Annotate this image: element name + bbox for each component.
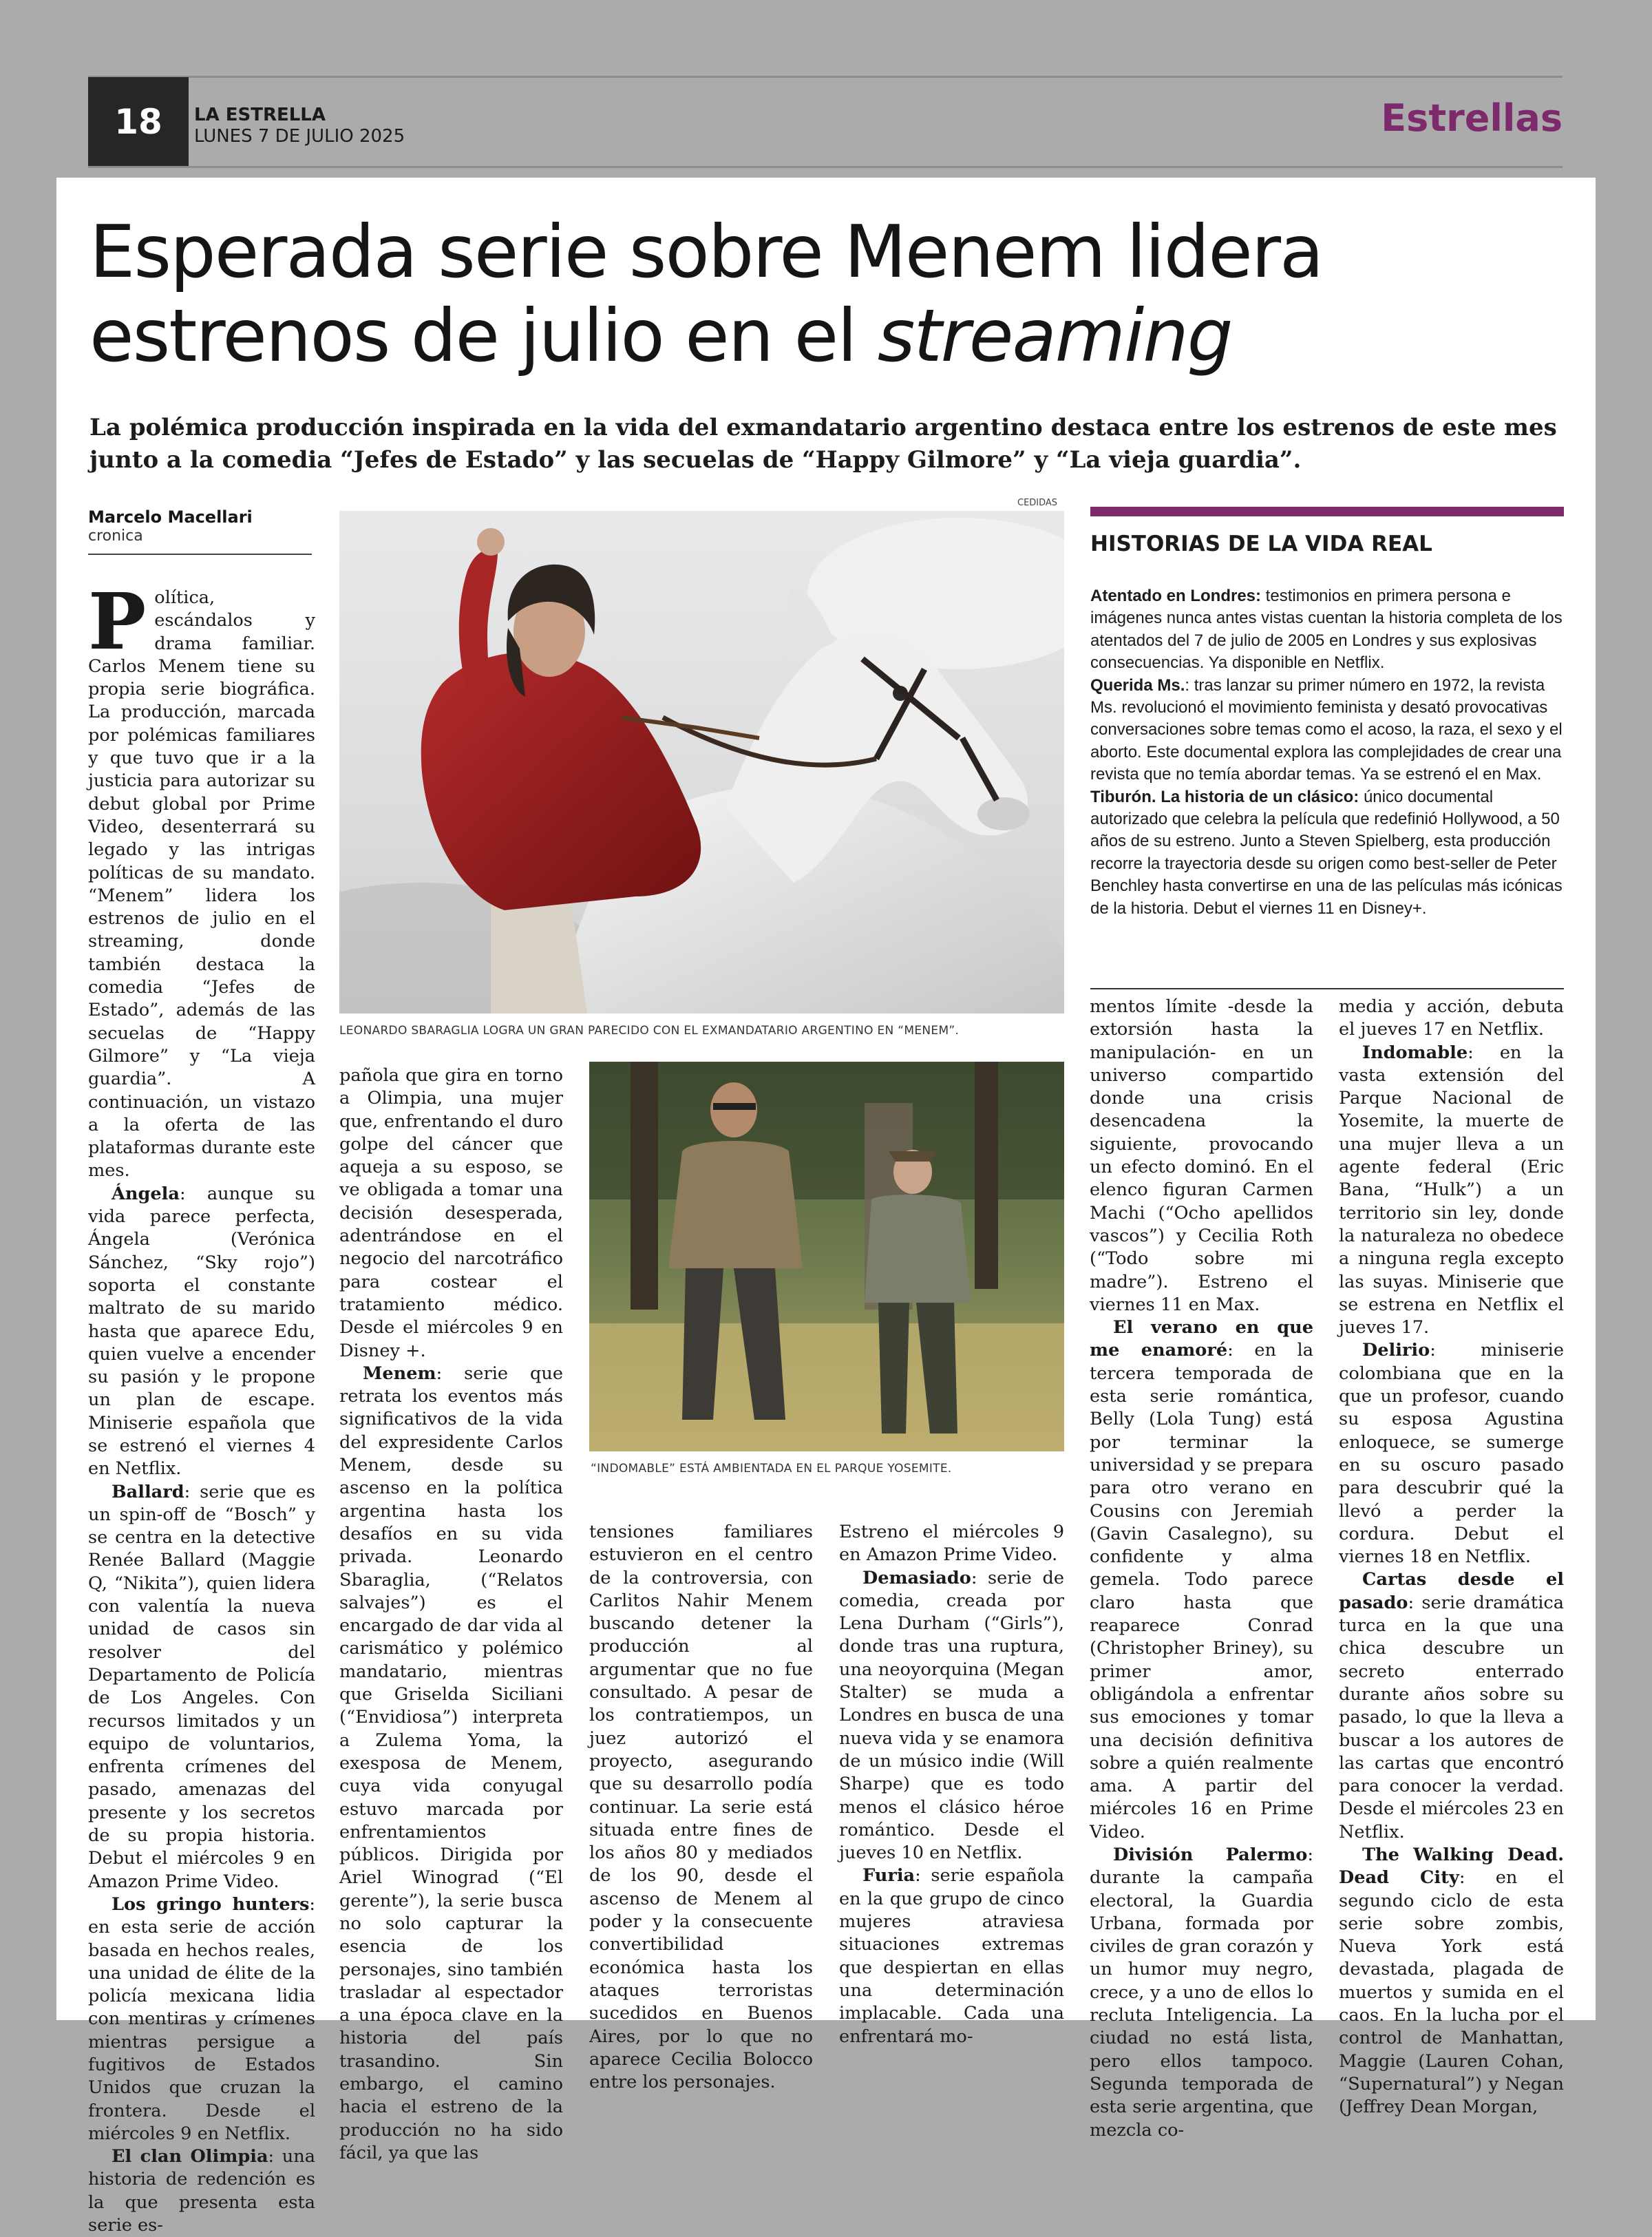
item-demasiado-text: : serie de comedia, creada por Lena Durham (“Girls”), donde tras una ruptura, una neoyorquina (Megan Stalter) se muda a Londres en busca de una nueva vida y se enamora de un músico indie (Will Sharpe) que es todo menos el clásico héroe romántico. Desde el jueves 10 en Netflix.	[839, 1567, 1064, 1864]
byline-author: Marcelo Macellari	[88, 507, 253, 527]
item-ballard-lead: Ballard	[112, 1481, 184, 1502]
sidebar-bottom-rule	[1090, 988, 1564, 989]
item-angela	[88, 1183, 315, 1481]
item-menem-lead: Menem	[363, 1363, 436, 1384]
sidebar-item-atentado-text: testimonios en primera persona e imágenes nunca antes vistas cuentan la historia completa de los atentados del 7 de julio de 2005 en Londres y sus explosivas consecuencias. Ya disponible en Netflix.	[1090, 587, 1563, 673]
menem-photo	[339, 511, 1064, 1014]
intro-paragraph	[88, 577, 315, 1183]
item-cartas-lead: Cartas desde el pasado	[1339, 1569, 1564, 1613]
headline-line-2: estrenos de julio en el	[89, 294, 878, 378]
item-indomable	[1339, 1042, 1564, 1340]
item-menem	[339, 1363, 563, 2165]
article-column-5	[1090, 996, 1313, 2142]
article-column-3	[589, 1521, 813, 2094]
photo-credit: CEDIDAS	[1017, 498, 1058, 508]
header-top-rule	[88, 76, 1563, 78]
item-verano-text: : en la tercera temporada de esta serie romántica, Belly (Lola Tung) está por terminar la universidad y se prepara para otro verano en Cousins con Jeremiah (Gavin Casalegno), su confidente y alma gemela. Todo parece claro hasta que reaparece Conrad (Christopher Briney), su primer amor, obligándola a enfrentar sus emociones y tomar una decisión definitiva sobre a quién realmente ama. A partir del miércoles 16 en Prime Video.	[1090, 1340, 1313, 1842]
sidebar-item-querida-ms	[1090, 675, 1564, 786]
item-walking-lead: The Walking Dead. Dead City	[1339, 1844, 1564, 1889]
item-verano-lead: El verano en que me enamoré	[1090, 1317, 1313, 1361]
item-clan-olimpia	[88, 2145, 315, 2237]
sidebar-item-atentado	[1090, 585, 1564, 675]
issue-date: LUNES 7 DE JULIO 2025	[194, 126, 405, 147]
item-cartas-text: : serie dramática turca en la que una chica descubre un secreto enterrado durante años sobre su pasado, lo que la lleva a buscar a los autores de las cartas que encontró para conocer la verdad. Desde el miércoles 23 en Netflix.	[1339, 1592, 1564, 1842]
palermo-continued: media y acción, debuta el jueves 17 en Netflix.	[1339, 996, 1564, 1040]
sidebar-item-querida-lead: Querida Ms.	[1090, 675, 1185, 695]
indomable-forest-illustration	[589, 1062, 1064, 1451]
item-delirio-lead: Delirio	[1362, 1340, 1430, 1361]
article-column-1	[88, 577, 315, 2237]
headline	[89, 210, 1535, 378]
item-demasiado	[839, 1567, 1064, 1865]
item-division-palermo	[1090, 1844, 1313, 2142]
item-olimpia-lead: El clan Olimpia	[112, 2146, 268, 2167]
item-menem-text: : serie que retrata los eventos más significativos de la vida del expresidente Carlos Menem, desde su ascenso en la política argentina hasta los desafíos en su vida privada. Leonardo Sbaraglia, (“Relatos salvajes”) es el encargado de dar vida al carismático y polémico mandatario, mientras que Griselda Siciliani (“Envidiosa”) interpreta a Zulema Yoma, la exesposa de Menem, cuya vida conyugal estuvo marcada por enfrentamientos públicos. Dirigida por Ariel Winograd (“El gerente”), la serie busca no solo capturar la esencia de los personajes, sino también trasladar al espectador a una época clave en la historia del país trasandino. Sin embargo, el camino hacia el estreno de la producción no ha sido fácil, ya que las	[339, 1363, 563, 2163]
item-palermo-lead: División Palermo	[1113, 1844, 1308, 1865]
item-delirio	[1339, 1339, 1564, 1568]
page-number: 18	[88, 77, 189, 167]
headline-line-1: Esperada serie sobre Menem lidera	[89, 210, 1323, 294]
item-olimpia-text: : una historia de redención es la que presenta esta serie es-	[88, 2146, 315, 2236]
olimpia-continued: pañola que gira en torno a Olimpia, una mujer que, enfrentando el duro golpe del cáncer que aqueja a su esposo, se ve obligada a tomar una decisión desesperada, adentrándose en el negocio del narcotráfico para costear el tratamiento médico. Desde el miércoles 9 en Disney +.	[339, 1065, 563, 1361]
item-walking-text: : en el segundo ciclo de esta serie sobre zombis, Nueva York está devastada, plagada de muertos y sumida en el caos. En la lucha por el control de Manhattan, Maggie (Lauren Cohan, “Supernatural”) y Negan (Jeffrey Dean Morgan,	[1339, 1867, 1565, 2118]
item-delirio-text: : miniserie colombiana que en la que un profesor, cuando su esposa Agustina enloquece, se sumerge en su oscuro pasado para descubrir qué la llevó a perder la cordura. Debut el viernes 18 en Netflix.	[1339, 1340, 1564, 1568]
furia-continued: mentos límite -desde la extorsión hasta la manipulación- en un universo compartido donde una crisis desencadena la siguiente, provocando un efecto dominó. En el elenco figuran Carmen Machi (“Ocho apellidos vascos”) y Cecilia Roth (“Todo sobre mi madre”). Estreno el viernes 11 en Max.	[1090, 996, 1313, 1315]
item-ballard	[88, 1481, 315, 1893]
article-column-4	[839, 1521, 1064, 2048]
headline-emphasis: streaming	[877, 294, 1232, 378]
item-indomable-lead: Indomable	[1362, 1042, 1468, 1063]
item-gringo-hunters	[88, 1893, 315, 2145]
item-gringo-lead: Los gringo hunters	[112, 1893, 310, 1915]
header-bottom-rule	[88, 166, 1563, 168]
item-furia	[839, 1865, 1064, 2048]
photo-caption-menem: LEONARDO SBARAGLIA LOGRA UN GRAN PARECIDO CON EL EXMANDATARIO ARGENTINO EN “MENEM”.	[339, 1024, 960, 1038]
item-furia-lead: Furia	[862, 1865, 915, 1887]
sidebar-item-querida-text: : tras lanzar su primer número en 1972, la revista Ms. revolucionó el movimiento feminista y desató provocativas conversaciones sobre temas como el acoso, la raza, el sexo y el aborto. Este documental explora las complejidades de crear una revista que no temía abordar temas. Ya se estrenó el en Max.	[1090, 675, 1563, 784]
sidebar-accent-bar	[1090, 507, 1564, 516]
item-gringo-text: : en esta serie de acción basada en hechos reales, una unidad de élite de la policía mexicana lidia con mentiras y crímenes mientras persigue a fugitivos de Estados Unidos que cruzan la frontera. Desde el miércoles 9 en Netflix.	[88, 1893, 315, 2144]
item-walking-dead	[1339, 1844, 1564, 2119]
item-angela-lead: Ángela	[112, 1183, 180, 1204]
drop-cap: P	[88, 577, 147, 667]
sidebar-item-tiburon-lead: Tiburón. La historia de un clásico:	[1090, 787, 1359, 806]
menem-continued: tensiones familiares estuvieron en el centro de la controversia, con Carlitos Nahir Menem buscando detener la producción al argumentar que no fue consultado. A pesar de los contratiempos, un juez autorizó el proyecto, asegurando que su desarrollo podía continuar. La serie está situada entre fines de los años 80 y mediados de los 90, desde el ascenso de Menem al poder y la consecuente convertibilidad económica hasta los ataques terroristas sucedidos en Buenos Aires, por lo que no aparece Cecilia Bolocco entre los personajes.	[589, 1522, 813, 2093]
item-ballard-text: : serie que es un spin-off de “Bosch” y se centra en la detective Renée Ballard (Maggie Q, “Nikita”), quien lidera con valentía la nueva unidad de casos sin resolver del Departamento de Policía de Los Angeles. Con recursos limitados y un equipo de voluntarios, enfrenta crímenes del pasado, amenazas del presente y los secretos de su propia historia. Debut el miércoles 9 en Amazon Prime Video.	[88, 1481, 315, 1892]
item-verano	[1090, 1316, 1313, 1844]
sidebar-item-tiburon	[1090, 786, 1564, 920]
intro-text: olítica, escándalos y drama familiar. Carlos Menem tiene su propia serie biográfica. La producción, marcada por polémicas familiares y que tuvo que ir a la justicia para autorizar su debut global por Prime Video, desenterrará su legado y las intrigas políticas de su mandato. “Menem” lidera los estrenos de julio en el streaming, donde también destaca la comedia “Jefes de Estado”, además de las secuelas de “Happy Gilmore” y “La vieja guardia”. A continuación, un vistazo a la oferta de las plataformas durante este mes.	[88, 587, 315, 1181]
article-column-6	[1339, 996, 1564, 2119]
sidebar-item-tiburon-text: único documental autorizado que celebra la película que redefinió Hollywood, a 50 años de su estreno. Junto a Steven Spielberg, esta producción recorre la trayectoria desde su origen como best-seller de Peter Benchley hasta convertirse en una de las películas más icónicas de la historia. Debut el viernes 11 en Disney+.	[1090, 787, 1563, 918]
dek: La polémica producción inspirada en la vida del exmandatario argentino destaca entre los estrenos de este mes junto a la comedia “Jefes de Estado” y las secuelas de “Happy Gilmore” y “La vieja guardia”.	[89, 414, 1557, 474]
byline-rule	[88, 554, 312, 555]
section-name: Estrellas	[1381, 96, 1563, 140]
item-demasiado-lead: Demasiado	[862, 1567, 971, 1588]
item-palermo-text: : durante la campaña electoral, la Guardia Urbana, formada por civiles de gran corazón y un humor muy negro, crece, y a uno de ellos lo recluta Inteligencia. La ciudad no está lista, pero ellos tampoco. Segunda temporada de esta serie argentina, que mezcla co-	[1090, 1844, 1313, 2141]
indomable-photo	[589, 1062, 1064, 1451]
item-cartas	[1339, 1568, 1564, 1844]
article-column-2	[339, 1064, 563, 2165]
item-furia-text: : serie española en la que grupo de cinco mujeres atraviesa situaciones extremas que despiertan en ellas una determinación implacable. Cada una enfrentará mo-	[839, 1865, 1064, 2047]
item-indomable-text: : en la vasta extensión del Parque Nacional de Yosemite, la muerte de una mujer lleva a un agente federal (Eric Bana, “Hulk”) a un territorio sin ley, donde la naturaleza no obedece a ninguna regla excepto las suyas. Miniserie que se estrena en Netflix el jueves 17.	[1339, 1042, 1564, 1338]
newspaper-name: LA ESTRELLA	[194, 105, 326, 125]
byline-outlet: cronica	[88, 527, 143, 545]
menem-horse-illustration	[339, 511, 1064, 1014]
sidebar-item-atentado-lead: Atentado en Londres:	[1090, 587, 1262, 605]
item-angela-text: : aunque su vida parece perfecta, Ángela (Verónica Sánchez, “Sky rojo”) soporta el constante maltrato de su marido hasta que aparece Edu, quien vuelve a encender su pasión y le propone un plan de escape. Miniserie española que se estrenó el viernes 4 en Netflix.	[88, 1183, 315, 1480]
photo-caption-indomable: “INDOMABLE” ESTÁ AMBIENTADA EN EL PARQUE YOSEMITE.	[591, 1462, 952, 1475]
menem-release: Estreno el miércoles 9 en Amazon Prime Video.	[839, 1522, 1064, 1566]
sidebar-body	[1090, 585, 1564, 920]
sidebar-title: HISTORIAS DE LA VIDA REAL	[1090, 532, 1432, 556]
